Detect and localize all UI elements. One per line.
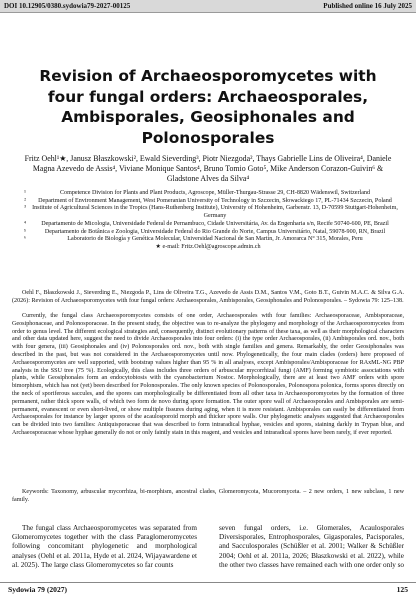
published-date: Published online 16 July 2025 xyxy=(323,2,412,10)
body-column-right: seven fungal orders, i.e. Glomerales, Acaulosporales Diversisporales, Entrophosporales, Gigasporales, Pacisporales, and Sacculosporales (Schüßler et al. 2001; Walker & Schüßler 2004; Oehl et al. 2011a, 2026; Błaszkowski et al. 2022), while the other two classes have remained each with one order only so xyxy=(219,524,405,569)
affiliation-text: Competence Division for Plants and Plant Products, Agroscope, Müller-Thurgau-Strasse 29, CH-8820 Wädenswil, Switzerland xyxy=(59,190,371,196)
affiliation-text: Institute of Agricultural Sciences in the Tropics (Hans-Ruthenberg Institute), University of Hohenheim, Garbenstr. 13, D-70599 Stuttgart-Hohenheim, Germany xyxy=(32,205,398,220)
affiliation-number: ⁴ xyxy=(23,220,26,227)
affiliation-text: Departamento de Micologia, Universidade Federal de Pernambuco, Cidade Universitária, Av. da Engenharia s/n, Recife 50740-600, PE, Brazil xyxy=(41,220,389,227)
abstract-paragraph: Currently, the fungal class Archaeosporomycetes consists of one order, Archaeosporales with four families: Archaeosporaceae, Ambisporaceae, Geosiphonaceae, and Polonosporaceae. In the present study, the objective was to re-analyze the phylogeny and morphology of the Archaeosporomycetes from order to genus level. The different ecological strategies and, consequently, distinct evolutionary patterns of these taxa, as well as their morphological characters and other data updated here, suggest the need to divide Archaeosporales into four orders: (i) the type order Archaeosporales, (ii) Ambisporales ord. nov., both with four genera, (iii) Geosiphonales and (iv) Polonosporales ord. nov., both with single families and genera. Remarkably, the order Geosiphonales was described in the past, but was not considered in the Archaeosporomycetes until now. Phylogenetically, the four main clades (orders) here proposed of Archaeosporomycetes are well supported, with bootstrap values higher than 95 % in all analyses, except Ambisporales/Ambisporaceae for RAxML-NG PBP analysis in the SSU tree (75 %). Ecologically, this class includes three orders of arbuscular mycorrhizal fungi (AMF) forming symbiotic associations with plants, while Geosiphonales form an endocytobiosis with the cyanobacterium Nostoc. Morphologically, there are at least two AMF orders with spore bimorphism, which has not (yet) been described for Polonosporales. The only known species of Polonosporales, Polonospora polonica, forms spores directly on the neck of sporiferous saccules, and the spores can morphologically be differentiated from all other taxa in Archaeosporomycetes by the formation of three permanent, rather thick spore walls, of which two form de novo during spore formation. The outer spore wall of Archaeosporales and Ambisporales are semi-permanent, evanescent or even short-lived, or show multiple fissures during aging, when it is more resistant. Ambisporales can easily be differentiated from Archaeosporales for instance by larger spores of the acaulosporoid morph and thicker spore walls. Our phylogenetic analyses suggested that Archaeosporales can be divided into two families: Antiquisporaceae that was described to form intraradical hyphae, vesicles and spores, staining darkly in Trypan blue, and Archaeosporaceae whose hyphae generally do not or only faintly stain in this reagent, and vesicles and intraradical spores have been rarely, if ever reported. xyxy=(12,313,404,436)
doi-label[interactable]: DOI 10.12905/0380.sydowia79-2027-00125 xyxy=(4,2,131,10)
corresponding-email[interactable]: ★ e-mail: Fritz.Oehl@agroscope.admin.ch xyxy=(155,243,261,250)
affiliation-item xyxy=(14,205,402,220)
header-bar xyxy=(0,0,416,13)
affiliation-item xyxy=(14,190,402,198)
affiliations xyxy=(14,190,402,252)
citation-paragraph: Oehl F., Błaszkowski J., Sieverding E., Niezgoda P., Lins de Oliveira T.G., Azevedo de Assis D.M., Santos V.M., Goto B.T., Guivin M.A.C. & Silva G.A. (2026): Revision of Archaeosporomycetes with four fungal orders: Archaeosporales, Ambisporales, Geosiphonales and Polonosporales. – Sydowia 79: 125–138. xyxy=(12,290,404,304)
affiliation-item xyxy=(14,236,402,244)
affiliation-number: ¹ xyxy=(24,190,26,196)
affiliation-item xyxy=(14,221,402,229)
affiliation-number: ⁵ xyxy=(23,228,26,235)
page-number: 125 xyxy=(396,585,408,594)
article-title: Revision of Archaeosporomycetes with four fungal orders: Archaeosporales, Ambisporales, Geosiphonales and Polonosporales xyxy=(39,67,377,147)
footer-divider xyxy=(0,582,416,583)
journal-footer: Sydowia 79 (2027) xyxy=(8,585,68,594)
author-list: Fritz Oehl¹★, Janusz Błaszkowski², Ewald Sieverding³, Piotr Niezgoda², Thays Gabrielle Lins de Oliveira⁴, Daniele Magna Azevedo de Assis⁴, Viviane Monique Santos⁴, Bruno Tomio Goto⁵, Mike Anderson Corazon-Guivin⁶ & Gladstone Alves da Silva⁴ xyxy=(24,154,392,184)
affiliation-number: ² xyxy=(24,197,26,204)
affiliation-number: ³ xyxy=(24,205,26,212)
body-column-left: The fungal class Archaeosporomycetes was separated from Glomeromycetes together with the class Paraglomeromycetes following concomitant phylogenetic and morphological analyses (Oehl et al. 2011a, Hyde et al. 2024, Wijayawardene et al. 2025). The large class Glomeromycetes so far counts xyxy=(12,524,197,569)
affiliation-text: Laboratorio de Biología y Genética Molecular, Universidad Nacional de San Martín, Jr. Amorarca N° 315, Morales, Peru xyxy=(67,236,363,243)
affiliation-number: ⁶ xyxy=(23,236,26,243)
keywords-paragraph: Keywords: Taxonomy, arbuscular mycorrhiza, bi-morphism, ancestral clades, Glomeromycota, Mucoromyceta. – 2 new orders, 1 new subclass, 1 new family. xyxy=(12,489,404,503)
affiliation-text: Departamento de Botânica e Zoologia, Universidade Federal do Rio Grande do Norte, Campus Universitário, Natal, 59078-900, RN, Brazil xyxy=(44,228,386,235)
affiliation-text: Department of Environment Management, West Pomeranian University of Technology in Szczecin, Słowackiego 17, PL-71434 Szczecin, Poland xyxy=(38,197,392,204)
